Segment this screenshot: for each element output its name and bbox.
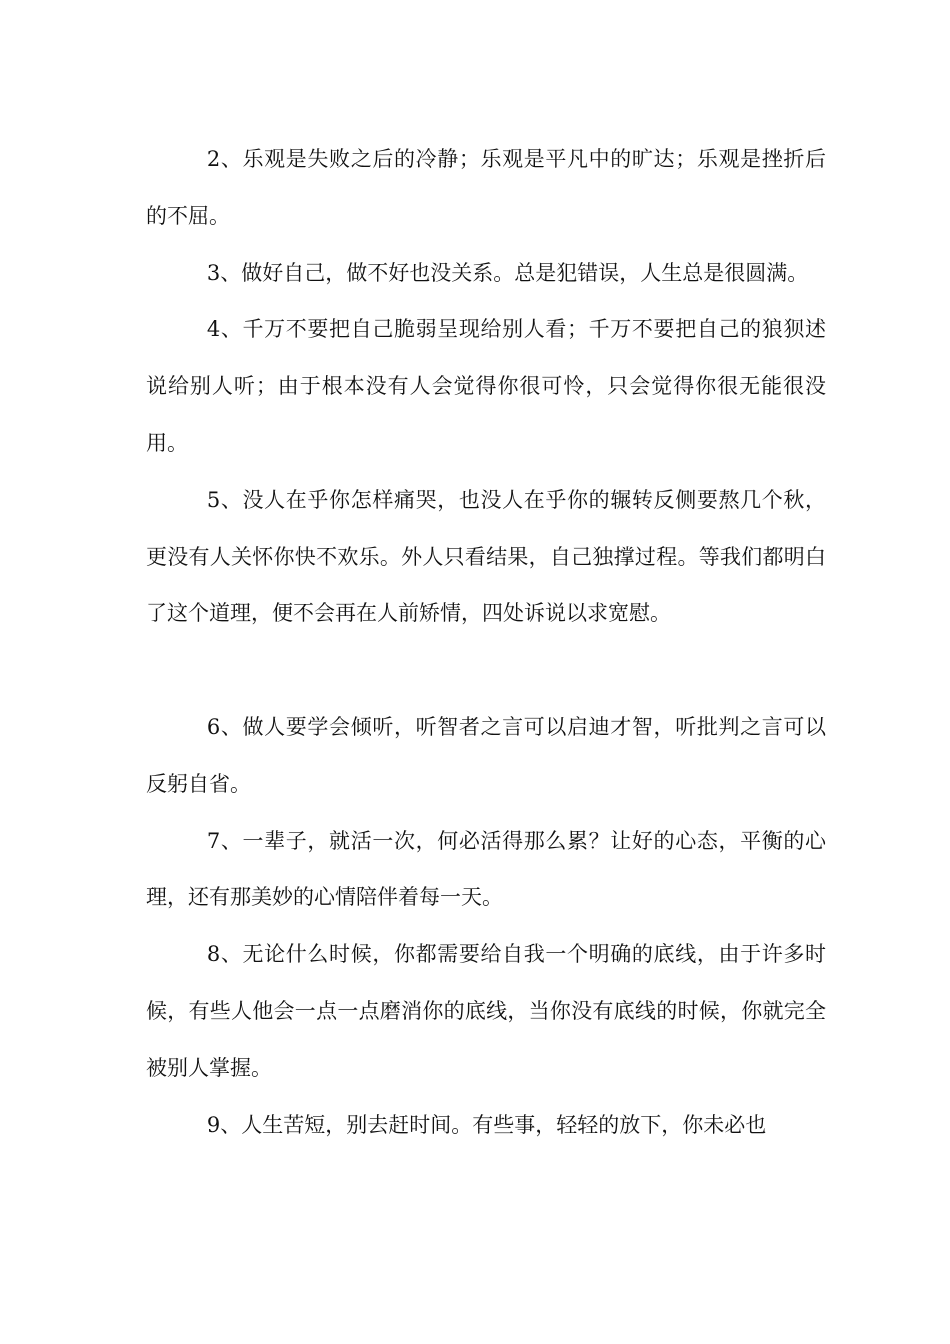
paragraph-6: 6、做人要学会倾听，听智者之言可以启迪才智，听批判之言可以反躬自省。 [146, 714, 826, 796]
paragraph-7: 7、一辈子，就活一次，何必活得那么累？让好的心态，平衡的心理，还有那美妙的心情陪伴着每一天。 [146, 828, 826, 910]
paragraph-4: 4、千万不要把自己脆弱呈现给别人看；千万不要把自己的狼狈述说给别人听；由于根本没有人会觉得你很可怜，只会觉得你很无能很没用。 [146, 317, 826, 455]
paragraph-2: 2、乐观是失败之后的冷静；乐观是平凡中的旷达；乐观是挫折后的不屈。 [146, 147, 826, 228]
paragraph-8: 8、无论什么时候，你都需要给自我一个明确的底线，由于许多时候，有些人他会一点一点磨消你的底线，当你没有底线的时候，你就完全被别人掌握。 [146, 942, 826, 1080]
blank-line [146, 642, 826, 699]
paragraph-9: 9、人生苦短，别去赶时间。有些事，轻轻的放下，你未必也 [206, 1112, 767, 1137]
paragraph-3: 3、做好自己，做不好也没关系。总是犯错误，人生总是很圆满。 [206, 260, 809, 285]
document-body [146, 131, 826, 1153]
paragraph-5: 5、没人在乎你怎样痛哭，也没人在乎你的辗转反侧要熬几个秋，更没有人关怀你快不欢乐。外人只看结果，自己独撑过程。等我们都明白了这个道理，便不会再在人前矫情，四处诉说以求宽慰。 [146, 487, 826, 626]
